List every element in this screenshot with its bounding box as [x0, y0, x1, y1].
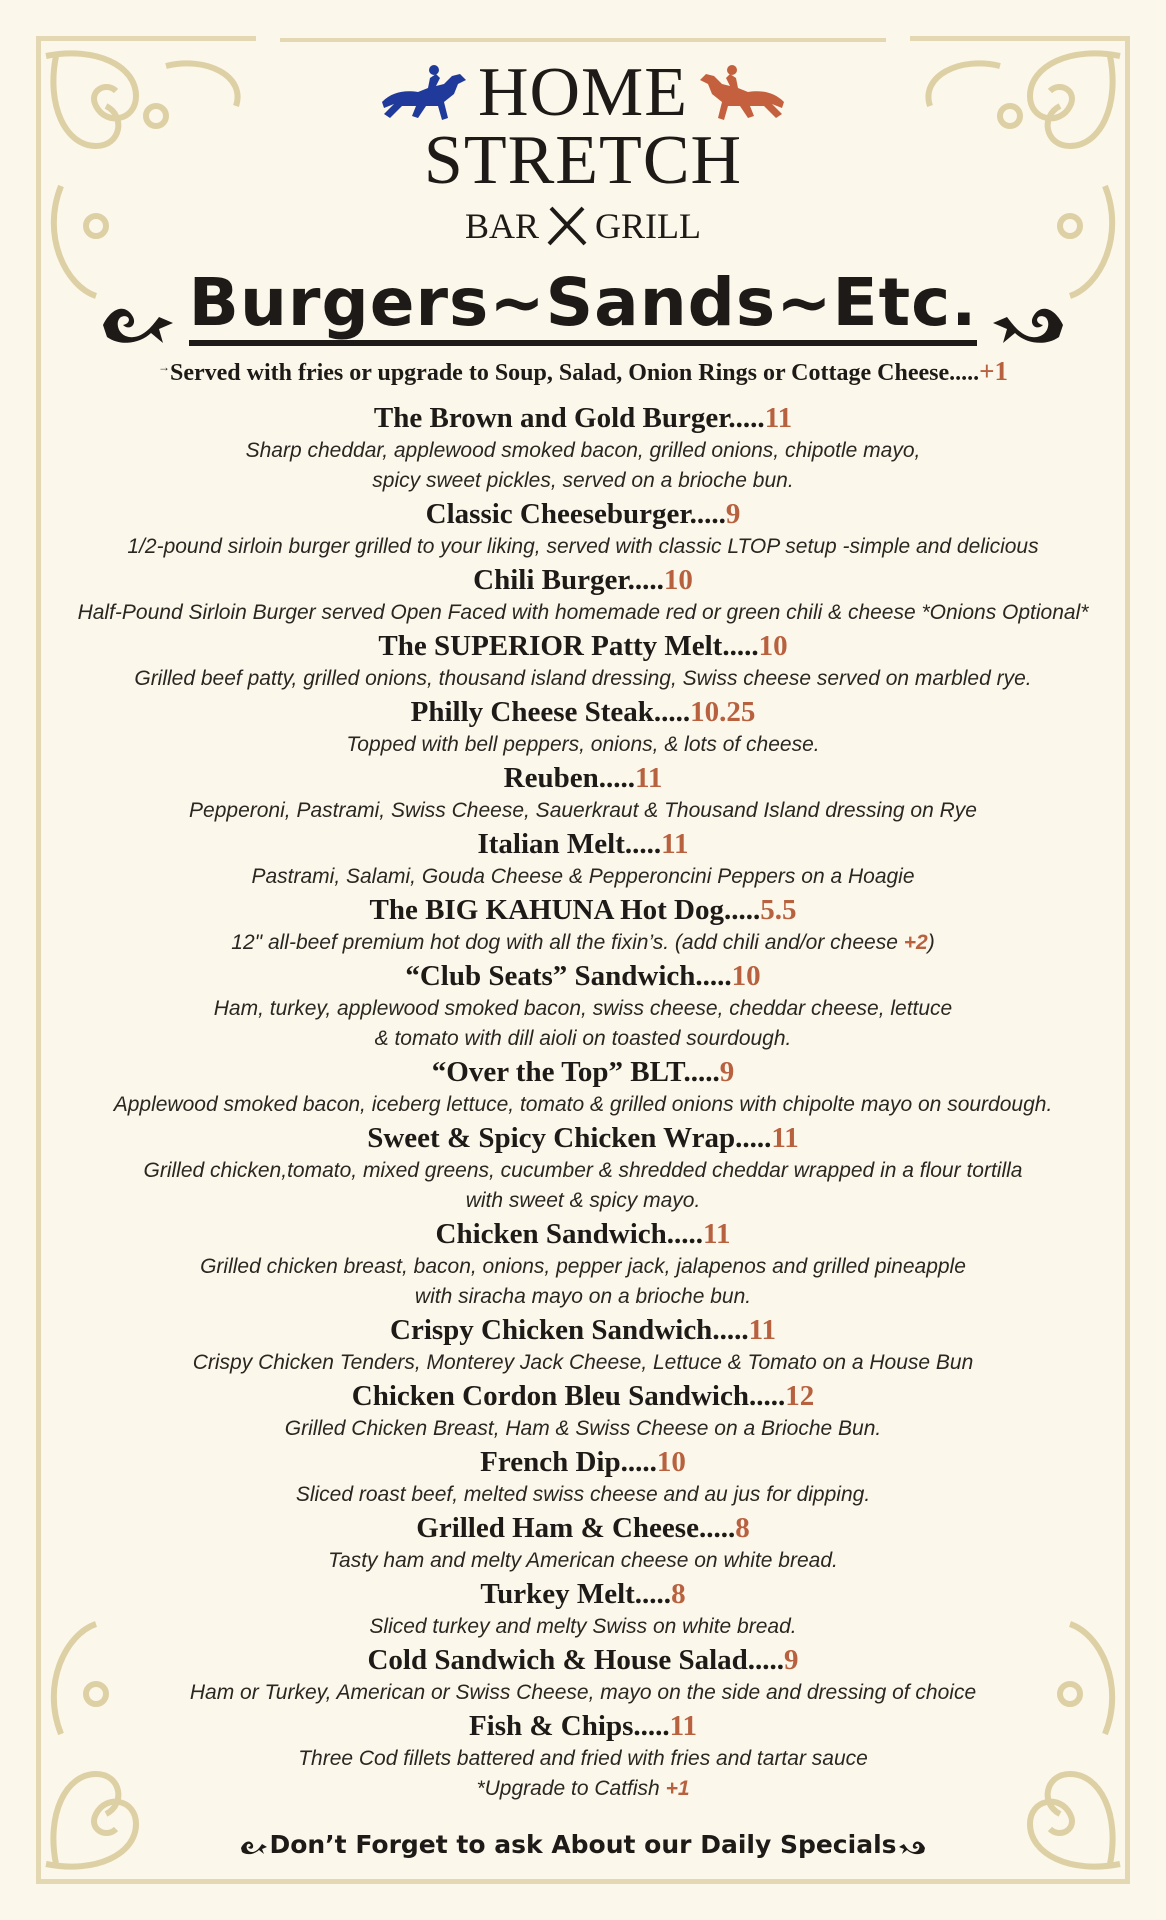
menu-item-title — [60, 760, 1106, 796]
menu-item-price: 11 — [703, 1218, 731, 1250]
menu-item-name: Sweet & Spicy Chicken Wrap..... — [367, 1122, 772, 1154]
arrow-icon: → — [157, 360, 170, 374]
menu-item-price: 5.5 — [760, 894, 797, 926]
menu-item-upcharge-suffix: ) — [927, 931, 935, 954]
menu-item-description — [60, 1090, 1106, 1120]
menu-item-name: Chicken Sandwich..... — [435, 1218, 704, 1250]
menu-item-name: Cold Sandwich & House Salad..... — [367, 1644, 785, 1676]
menu-item-description-text: spicy sweet pickles, served on a brioche bun. — [372, 469, 794, 492]
menu-item-name: Philly Cheese Steak..... — [410, 696, 691, 728]
menu-item — [60, 562, 1106, 628]
logo-stretch: STRETCH — [423, 122, 743, 199]
menu-item-description — [60, 1348, 1106, 1378]
menu-item-description — [60, 994, 1106, 1024]
menu-item-description-text: Pastrami, Salami, Gouda Cheese & Pepperoncini Peppers on a Hoagie — [251, 865, 915, 888]
menu-item-name: Grilled Ham & Cheese..... — [416, 1512, 736, 1544]
menu-item-description — [60, 862, 1106, 892]
menu-item — [60, 958, 1106, 1054]
menu-item-price: 8 — [671, 1578, 686, 1610]
menu-item-title — [60, 1312, 1106, 1348]
menu-item-price: 10 — [731, 960, 761, 992]
menu-item-description-text: Grilled Chicken Breast, Ham & Swiss Cheese on a Brioche Bun. — [284, 1417, 882, 1440]
served-with-note — [0, 356, 1166, 387]
menu-item-title — [60, 400, 1106, 436]
menu-item-title — [60, 1708, 1106, 1744]
footer — [0, 1830, 1166, 1859]
menu-item-price: 11 — [634, 762, 663, 794]
menu-item-name: Reuben..... — [503, 762, 635, 794]
menu-item-name: Turkey Melt..... — [480, 1578, 672, 1610]
menu-item-description — [60, 928, 1106, 958]
menu-item-title — [60, 1642, 1106, 1678]
small-flourish-right-icon — [897, 1836, 927, 1856]
menu-item-price: 10 — [758, 630, 788, 662]
menu-item-price: 11 — [764, 402, 793, 434]
horse-jockey-orange-icon — [696, 62, 788, 126]
menu-item-price: 11 — [748, 1314, 776, 1346]
logo — [0, 54, 1166, 248]
menu-item-name: Crispy Chicken Sandwich..... — [390, 1314, 749, 1346]
menu-item-description — [60, 1678, 1106, 1708]
logo-grill: GRILL — [595, 206, 701, 246]
served-text: Served with fries or upgrade to Soup, Salad, Onion Rings or Cottage Cheese..... — [169, 360, 980, 386]
menu-item-description-text: with sweet & spicy mayo. — [465, 1189, 701, 1212]
menu-item — [60, 496, 1106, 562]
menu-item-description — [60, 1414, 1106, 1444]
menu-item-description-text: Tasty ham and melty American cheese on white bread. — [328, 1549, 838, 1572]
logo-home: HOME — [477, 54, 689, 131]
menu-item-title — [60, 826, 1106, 862]
menu-item — [60, 1642, 1106, 1708]
menu-item — [60, 1444, 1106, 1510]
menu-item-description — [60, 796, 1106, 826]
menu-item-title — [60, 694, 1106, 730]
crossed-utensils-icon — [545, 204, 589, 248]
flourish-left-icon — [99, 295, 177, 347]
menu-item-description-text: 12" all-beef premium hot dog with all the fixin’s. (add chili and/or cheese — [231, 931, 904, 954]
menu-item-description — [60, 1282, 1106, 1312]
menu-item-name: The SUPERIOR Patty Melt..... — [378, 630, 759, 662]
menu-item-description-text: Crispy Chicken Tenders, Monterey Jack Cheese, Lettuce & Tomato on a House Bun — [192, 1351, 974, 1374]
section-title — [0, 266, 1166, 347]
menu-item-description-text: Ham, turkey, applewood smoked bacon, swiss cheese, cheddar cheese, lettuce — [213, 997, 953, 1020]
menu-item-price: 11 — [771, 1122, 799, 1154]
menu-item-description-text: Sharp cheddar, applewood smoked bacon, grilled onions, chipotle mayo, — [245, 439, 921, 462]
menu-item-price: 11 — [669, 1710, 698, 1742]
menu-item — [60, 1708, 1106, 1804]
logo-bar: BAR — [464, 206, 540, 246]
menu-item — [60, 628, 1106, 694]
menu-item-description-text: Grilled beef patty, grilled onions, thousand island dressing, Swiss cheese served on marbled rye. — [134, 667, 1032, 690]
logo-bar-grill — [0, 204, 1166, 248]
menu-item-description — [60, 1744, 1106, 1774]
menu-item-description-text: Grilled chicken,tomato, mixed greens, cucumber & shredded cheddar wrapped in a flour tortilla — [143, 1159, 1023, 1182]
menu-item — [60, 400, 1106, 496]
menu-item-description-text: Half-Pound Sirloin Burger served Open Faced with homemade red or green chili & cheese *Onions Optional* — [77, 601, 1089, 624]
menu-item-upcharge: +1 — [665, 1777, 690, 1800]
menu-item-description — [60, 1186, 1106, 1216]
menu-item-description — [60, 1774, 1106, 1804]
footer-text: Don’t Forget to ask About our Daily Specials — [269, 1830, 897, 1859]
menu-item-title — [60, 1216, 1106, 1252]
menu-item-description-text: Sliced roast beef, melted swiss cheese and au jus for dipping. — [295, 1483, 871, 1506]
section-title-text: Burgers~Sands~Etc. — [189, 266, 978, 346]
menu-item-title — [60, 1120, 1106, 1156]
menu-item-description — [60, 1480, 1106, 1510]
menu-item-name: Italian Melt..... — [477, 828, 662, 860]
menu-item-name: Chili Burger..... — [473, 564, 664, 596]
menu-item-title — [60, 1510, 1106, 1546]
menu-item — [60, 892, 1106, 958]
menu-item-description-text: *Upgrade to Catfish — [476, 1777, 666, 1800]
small-flourish-left-icon — [239, 1836, 269, 1856]
menu-item — [60, 1216, 1106, 1312]
menu-item-title — [60, 1378, 1106, 1414]
menu-item-description-text: with siracha mayo on a brioche bun. — [414, 1285, 752, 1308]
menu-item-name: Chicken Cordon Bleu Sandwich..... — [351, 1380, 786, 1412]
menu-item-description — [60, 1156, 1106, 1186]
menu-item — [60, 826, 1106, 892]
menu-item — [60, 760, 1106, 826]
menu-item-price: 10.25 — [690, 696, 756, 728]
menu-item-name: The Brown and Gold Burger..... — [373, 402, 765, 434]
menu-item — [60, 1054, 1106, 1120]
menu-item-name: “Club Seats” Sandwich..... — [405, 960, 732, 992]
menu-item-price: 12 — [785, 1380, 815, 1412]
menu-item-description — [60, 436, 1106, 466]
flourish-right-icon — [989, 295, 1067, 347]
menu-item-price: 8 — [735, 1512, 750, 1544]
menu-item-description — [60, 598, 1106, 628]
menu-item-price: 9 — [784, 1644, 799, 1676]
menu-item — [60, 1576, 1106, 1642]
menu-item-name: “Over the Top” BLT..... — [431, 1056, 720, 1088]
frame-top-center — [280, 38, 886, 42]
menu-item-name: French Dip..... — [480, 1446, 657, 1478]
menu-item-price: 9 — [725, 498, 741, 530]
menu-item-description-text: Pepperoni, Pastrami, Swiss Cheese, Sauerkraut & Thousand Island dressing on Rye — [189, 799, 977, 822]
menu-item-price: 10 — [656, 1446, 686, 1478]
menu-item-title — [60, 628, 1106, 664]
menu-item-name: The BIG KAHUNA Hot Dog..... — [369, 894, 761, 926]
menu-item-upcharge: +2 — [903, 931, 928, 954]
menu-item-description — [60, 730, 1106, 760]
menu-item-description-text: Three Cod fillets battered and fried with fries and tartar sauce — [298, 1747, 868, 1770]
served-price: +1 — [979, 356, 1009, 386]
menu-item-description-text: & tomato with dill aioli on toasted sourdough. — [374, 1027, 792, 1050]
menu-item-description-text: Sliced turkey and melty Swiss on white bread. — [369, 1615, 797, 1638]
menu-item-title — [60, 1576, 1106, 1612]
menu-item-price: 10 — [663, 564, 693, 596]
menu-item-description — [60, 466, 1106, 496]
menu-item — [60, 1378, 1106, 1444]
horse-jockey-blue-icon — [378, 62, 470, 126]
menu-items — [60, 400, 1106, 1804]
menu-item-name: Fish & Chips..... — [468, 1710, 670, 1742]
menu-item-price: 9 — [719, 1056, 735, 1088]
menu-item-description-text: 1/2-pound sirloin burger grilled to your liking, served with classic LTOP setup -simple and delicious — [127, 535, 1039, 558]
menu-item-description-text: Applewood smoked bacon, iceberg lettuce, tomato & grilled onions with chipolte mayo on sourdough. — [113, 1093, 1053, 1116]
logo-line1-wrap — [477, 54, 689, 131]
menu-item-title — [60, 496, 1106, 532]
menu-item — [60, 1312, 1106, 1378]
menu-item-description — [60, 532, 1106, 562]
menu-item-description — [60, 664, 1106, 694]
menu-item-title — [60, 1444, 1106, 1480]
menu-item — [60, 1510, 1106, 1576]
menu-item-description-text: Ham or Turkey, American or Swiss Cheese, mayo on the side and dressing of choice — [189, 1681, 977, 1704]
menu-item — [60, 694, 1106, 760]
menu-item-description — [60, 1024, 1106, 1054]
menu-item-title — [60, 958, 1106, 994]
menu-item-description — [60, 1252, 1106, 1282]
menu-item-description — [60, 1612, 1106, 1642]
menu-item-description — [60, 1546, 1106, 1576]
menu-item-price: 11 — [661, 828, 689, 860]
menu-item — [60, 1120, 1106, 1216]
menu-item-title — [60, 1054, 1106, 1090]
menu-item-description-text: Topped with bell peppers, onions, & lots of cheese. — [346, 733, 820, 756]
menu-item-name: Classic Cheeseburger..... — [425, 498, 726, 530]
menu-item-description-text: Grilled chicken breast, bacon, onions, pepper jack, jalapenos and grilled pineapple — [200, 1255, 966, 1278]
menu-item-title — [60, 562, 1106, 598]
menu-item-title — [60, 892, 1106, 928]
